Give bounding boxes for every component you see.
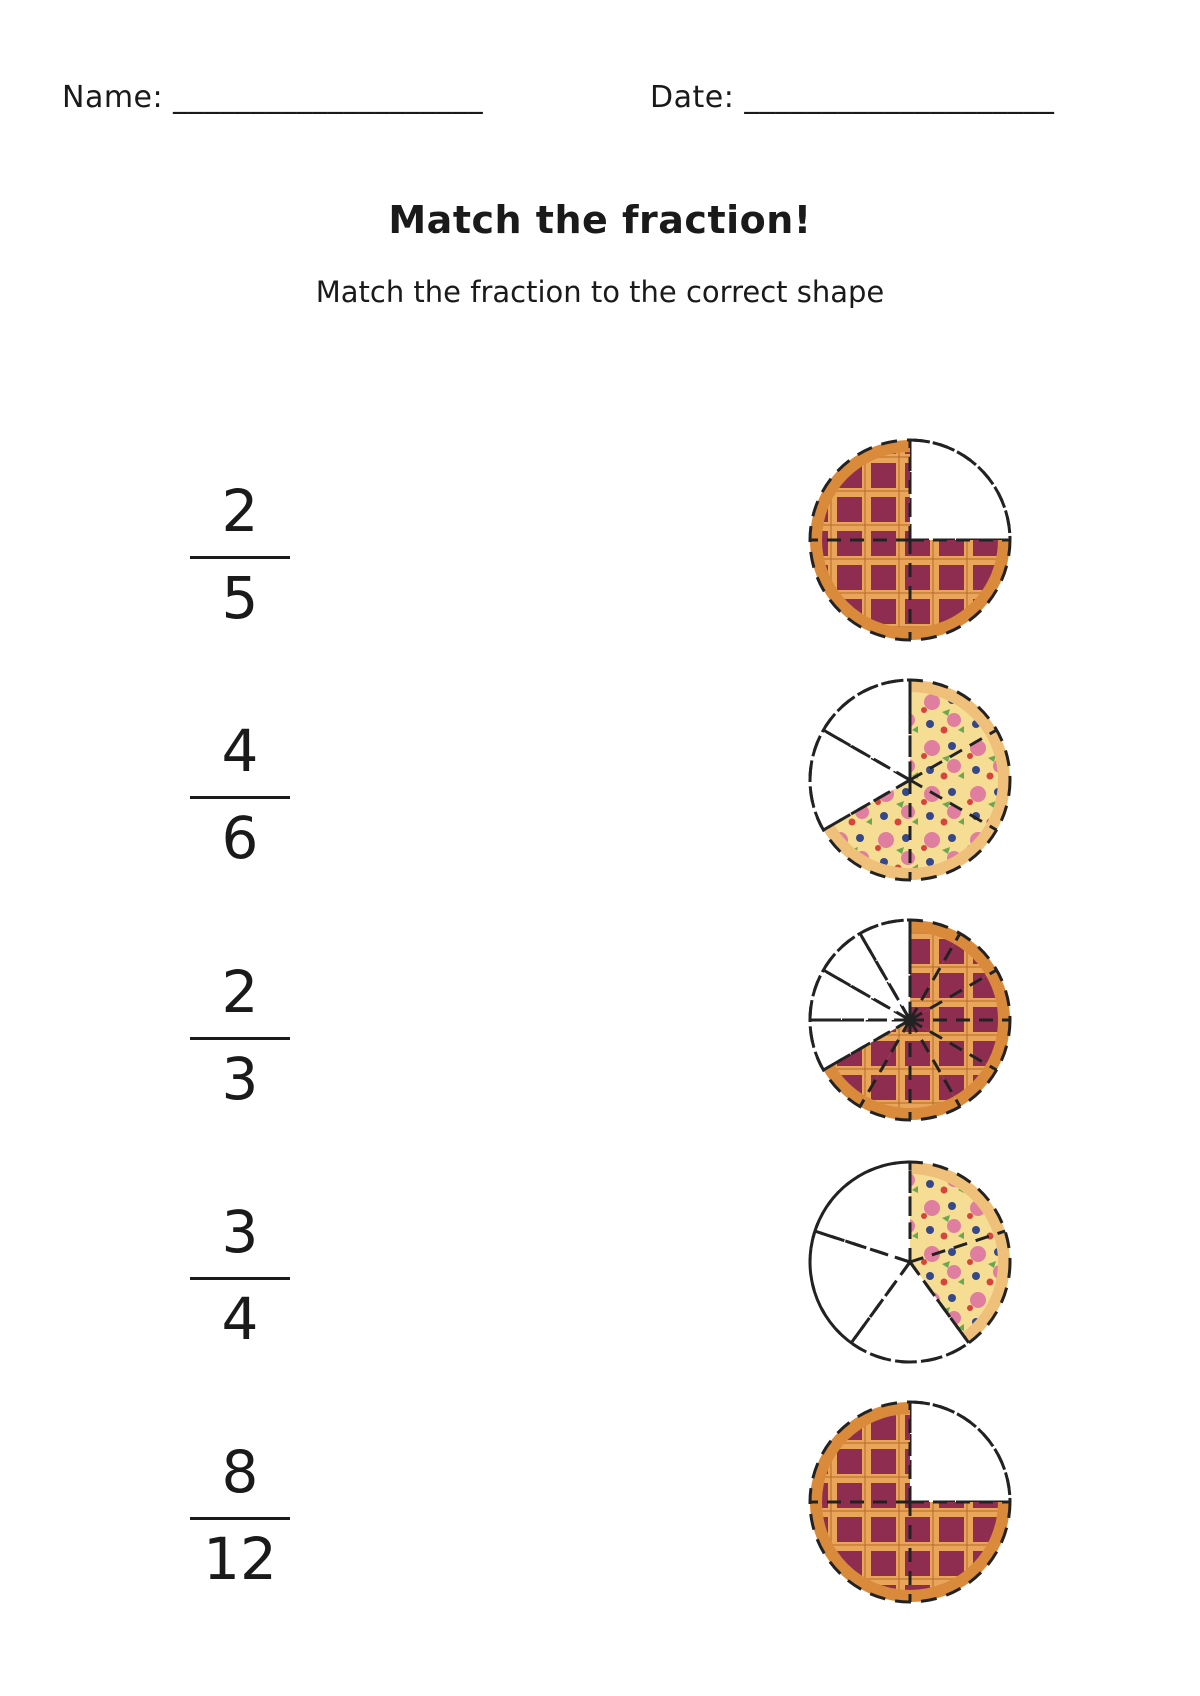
slice-topping <box>822 1414 910 1502</box>
slice-topping <box>822 452 910 540</box>
date-field[interactable]: Date: ____________________ <box>650 80 1055 115</box>
pie-shape[interactable] <box>810 1402 1010 1602</box>
name-field[interactable]: Name: ____________________ <box>62 80 484 115</box>
pie-shape[interactable] <box>810 440 1010 640</box>
fraction-numerator: 4 <box>221 717 259 785</box>
page-title: Match the fraction! <box>388 198 812 242</box>
page-instructions: Match the fraction to the correct shape <box>315 275 885 309</box>
fraction-numerator: 8 <box>221 1438 259 1506</box>
fraction-numerator: 3 <box>221 1198 259 1266</box>
fraction-denominator: 4 <box>221 1285 259 1353</box>
pizza-shape[interactable] <box>810 680 1010 880</box>
fraction-denominator: 12 <box>203 1525 277 1593</box>
slice-topping <box>822 1502 910 1590</box>
fraction-numerator: 2 <box>221 958 259 1026</box>
slice-topping <box>822 540 910 628</box>
fraction-denominator: 5 <box>221 564 259 632</box>
slice-topping <box>910 1502 998 1590</box>
pizza-shape[interactable] <box>810 1162 1010 1362</box>
fraction-numerator: 2 <box>221 477 259 545</box>
slice-topping <box>910 540 998 628</box>
fraction-denominator: 6 <box>221 804 259 872</box>
pie-shape[interactable] <box>810 920 1010 1120</box>
fraction-denominator: 3 <box>221 1045 259 1113</box>
